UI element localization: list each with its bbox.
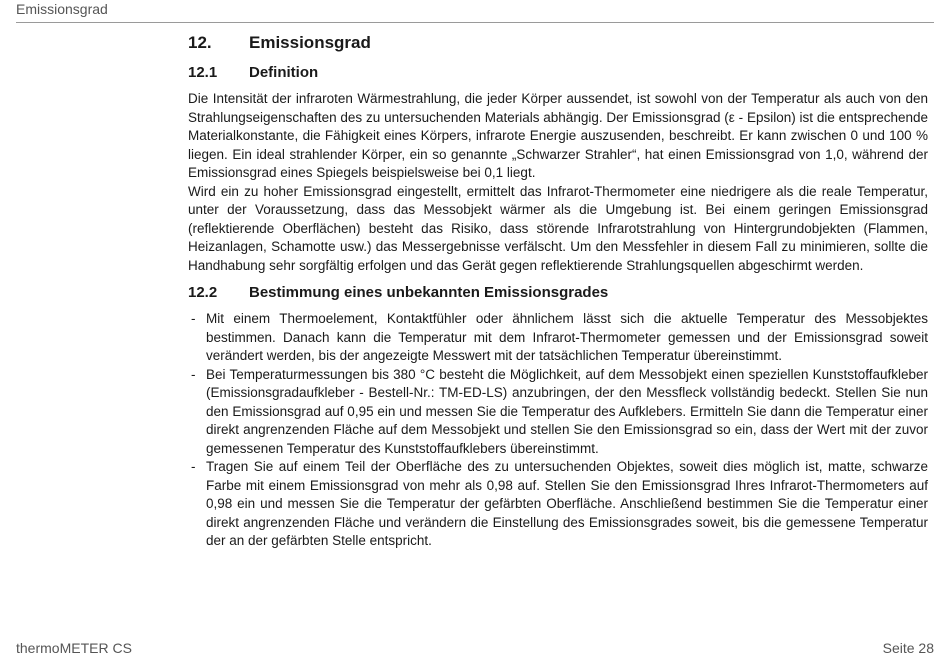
section-title: Bestimmung eines unbekannten Emissionsgrades (249, 284, 609, 301)
section-heading-definition (188, 63, 928, 83)
footer-product: thermoMETER CS (16, 640, 132, 656)
section-heading-bestimmung (188, 283, 928, 303)
chapter-title: Emissionsgrad (249, 33, 371, 52)
header-rule (16, 22, 934, 23)
section-number: 12.2 (188, 284, 218, 301)
page-number: Seite 28 (882, 640, 934, 656)
paragraph: Die Intensität der infraroten Wärmestrahlung, die jeder Körper aussendet, ist sowohl von der Temperatur als auch von den Strahlungseigenschaften des zu untersuchenden Materials abhängig. Der Emissionsgrad (ε - Epsilon) ist die entsprechende Materialkonstante, die Fähigkeit eines Körpers, infrarote Energie auszusenden, beschreibt. Er kann zwischen 0 und 100 % liegen. Ein ideal strahlender Körper, ein so genannte „Schwarzer Strahler“, hat einen Emissionsgrad von 1,0, während der Emissionsgrad eines Spiegels beispielsweise bei 0,1 liegt. (188, 91, 928, 180)
page-content (188, 33, 928, 551)
paragraph: Wird ein zu hoher Emissionsgrad eingestellt, ermittelt das Infrarot-Thermometer eine niedrigere als die reale Temperatur, unter der Voraussetzung, dass das Messobjekt wärmer als die Umgebung ist. Bei einem geringen Emissionsgrad (reflektierende Oberflächen) besteht das Risiko, dass störende Infrarotstrahlung von Hintergrundobjekten (Flammen, Heizanlagen, Schamotte usw.) das Messergebnisse verfälscht. Um den Messfehler in diesem Fall zu minimieren, sollte die Handhabung sehr sorgfältig erfolgen und das Gerät gegen reflektierende Strahlungsquellen abgeschirmt werden. (188, 183, 928, 273)
list-item-text: Bei Temperaturmessungen bis 380 °C besteht die Möglichkeit, auf dem Messobjekt einen speziellen Kunststoffaufkleber (Emissionsgradaufkleber - Bestell-Nr.: TM-ED-LS) anzubringen, der den Messfleck vollständig bedeckt. Stellen Sie nun den Emissionsgrad auf 0,95 ein und messen Sie die Temperatur des Aufklebers. Ermitteln Sie dann die Temperatur einer direkt angrenzenden Fläche auf dem Messobjekt und stellen Sie den Emissionsgrad so ein, dass der Wert mit der zuvor gemessenen Temperatur des Kunststoffaufklebers übereinstimmt. (206, 366, 928, 456)
dash-bullet: - (191, 366, 196, 382)
dash-bullet: - (191, 311, 196, 326)
dash-bullet: - (191, 459, 196, 474)
method-list (188, 310, 928, 551)
list-item (188, 458, 928, 551)
list-item (188, 310, 928, 366)
section-title: Definition (249, 64, 319, 81)
list-item-text: Mit einem Thermoelement, Kontaktfühler oder ähnlichem lässt sich die aktuelle Temperatur des Messobjektes bestimmen. Danach kann die Temperatur mit dem Infrarot-Thermometer gemessen und der Emissionsgrad soweit verändert werden, bis der angezeigte Messwert mit der tatsächlichen Temperatur übereinstimmt. (206, 311, 928, 363)
chapter-number: 12. (188, 33, 212, 52)
chapter-heading (188, 33, 928, 53)
running-header: Emissionsgrad (16, 1, 108, 17)
list-item (188, 366, 928, 459)
list-item-text: Tragen Sie auf einem Teil der Oberfläche des zu untersuchenden Objektes, soweit dies möglich ist, matte, schwarze Farbe mit einem Emissionsgrad von mehr als 0,98 auf. Stellen Sie den Emissionsgrad Ihres Infrarot-Thermometers auf 0,98 ein und messen Sie die Temperatur der gefärbten Oberfläche. Anschließend bestimmen Sie die Temperatur einer direkt angrenzenden Fläche und verändern die Einstellung des Emissionsgrades soweit, bis die gemessene Temperatur der an der gefärbten Stelle entspricht. (206, 459, 928, 548)
section-number: 12.1 (188, 64, 218, 81)
